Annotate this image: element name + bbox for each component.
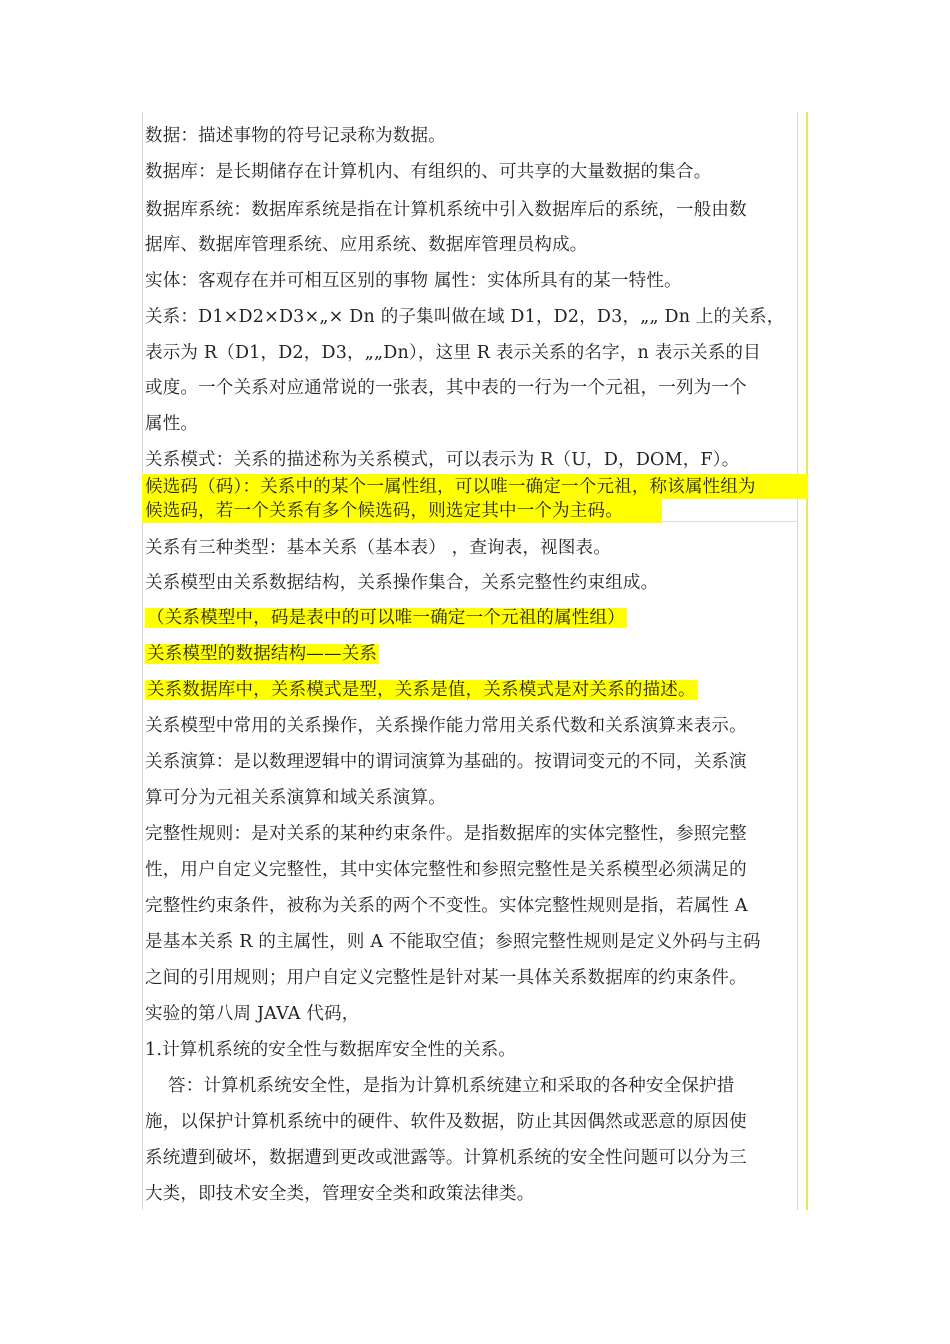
- text-line: 性，用户自定义完整性，其中实体完整性和参照完整性是关系模型必须满足的: [145, 860, 747, 880]
- text-line: 关系：D1×D2×D3×„× Dn 的子集叫做在域 D1，D2，D3，„„ Dn 上的关系，: [145, 307, 785, 327]
- text-line: 算可分为元祖关系演算和域关系演算。: [145, 788, 446, 808]
- text-line: 候选码（码）：关系中的某个一属性组，可以唯一确定一个元祖，称该属性组为: [145, 477, 756, 497]
- highlighted-text: 关系模型的数据结构——关系: [147, 644, 378, 664]
- text-line: 系统遭到破坏，数据遭到更改或泄露等。计算机系统的安全性问题可以分为三: [145, 1148, 747, 1168]
- text-line: 答：计算机系统安全性，是指为计算机系统建立和采取的各种安全保护措: [145, 1076, 735, 1096]
- right-border: [797, 112, 798, 1210]
- text-line: [145, 605, 627, 631]
- right-highlight-border: [806, 112, 808, 1210]
- text-line: 施，以保护计算机系统中的硬件、软件及数据，防止其因偶然或恶意的原因使: [145, 1112, 747, 1132]
- text-line: 或度。一个关系对应通常说的一张表，其中表的一行为一个元祖，一列为一个: [145, 378, 747, 398]
- text-line: 实体：客观存在并可相互区别的事物 属性：实体所具有的某一特性。: [145, 271, 682, 291]
- text-line: 关系模型由关系数据结构，关系操作集合，关系完整性约束组成。: [145, 573, 659, 593]
- text-line: 候选码，若一个关系有多个候选码，则选定其中一个为主码。: [145, 501, 623, 521]
- text-line: 之间的引用规则；用户自定义完整性是针对某一具体关系数据库的约束条件。: [145, 968, 747, 988]
- left-border: [142, 112, 143, 1210]
- text-line: 大类，即技术安全类，管理安全类和政策法律类。: [145, 1184, 535, 1204]
- text-line: 关系模式：关系的描述称为关系模式，可以表示为 R（U，D，DOM，F）。: [145, 450, 740, 470]
- highlighted-text: 关系数据库中，关系模式是型，关系是值，关系模式是对关系的描述。: [147, 680, 696, 700]
- text-line: [145, 677, 698, 703]
- text-line: 实验的第八周 JAVA 代码，: [145, 1004, 360, 1024]
- text-line: 1.计算机系统的安全性与数据库安全性的关系。: [145, 1040, 517, 1060]
- text-line: [145, 641, 379, 667]
- text-line: 据库、数据库管理系统、应用系统、数据库管理员构成。: [145, 235, 588, 255]
- text-line: 表示为 R（D1，D2，D3，„„Dn），这里 R 表示关系的名字，n 表示关系的目: [145, 343, 761, 363]
- text-line: 数据库系统：数据库系统是指在计算机系统中引入数据库后的系统，一般由数: [145, 200, 747, 220]
- text-line: 属性。: [145, 414, 199, 434]
- text-line: 关系有三种类型：基本关系（基本表） ，查询表，视图表。: [145, 538, 611, 558]
- text-line: 关系模型中常用的关系操作，关系操作能力常用关系代数和关系演算来表示。: [145, 716, 747, 736]
- text-line: 关系演算：是以数理逻辑中的谓词演算为基础的。按谓词变元的不同，关系演: [145, 752, 747, 772]
- text-line: 数据：描述事物的符号记录称为数据。: [145, 126, 446, 146]
- text-line: 完整性约束条件，被称为关系的两个不变性。实体完整性规则是指，若属性 A: [145, 896, 748, 916]
- highlighted-text: （关系模型中，码是表中的可以唯一确定一个元祖的属性组）: [147, 608, 625, 628]
- text-line: 数据库：是长期储存在计算机内、有组织的、可共享的大量数据的集合。: [145, 162, 712, 182]
- text-line: 是基本关系 R 的主属性，则 A 不能取空值；参照完整性规则是定义外码与主码: [145, 932, 761, 952]
- text-line: 完整性规则：是对关系的某种约束条件。是指数据库的实体完整性，参照完整: [145, 824, 747, 844]
